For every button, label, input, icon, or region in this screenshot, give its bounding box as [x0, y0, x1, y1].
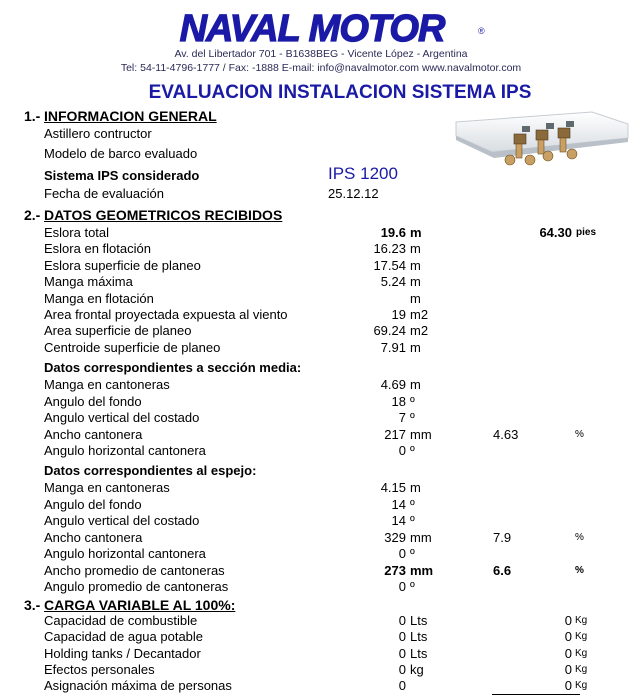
- row-value: 217: [384, 426, 406, 442]
- row-extra-value: 64.30: [539, 225, 572, 240]
- row-unit: º: [410, 496, 415, 512]
- row-unit: º: [410, 393, 415, 409]
- row-value: 69.24: [373, 323, 406, 339]
- load-unit: Lts: [410, 613, 428, 628]
- row-extra-unit: pies: [576, 227, 597, 238]
- document-title: EVALUACION INSTALACION SISTEMA IPS: [148, 82, 532, 103]
- load-unit: Lts: [410, 645, 428, 661]
- logo-wordmark: NAVAL MOTOR: [179, 8, 445, 48]
- row-unit: º: [410, 546, 415, 561]
- naval-motor-logo: [152, 8, 472, 48]
- row-percent-unit: %: [575, 531, 584, 543]
- row-unit: mm: [410, 529, 432, 545]
- load-kg-value: 0: [564, 661, 572, 677]
- section1-number: 1.-: [24, 108, 41, 124]
- row-value: 16.23: [373, 241, 406, 257]
- row-percent-unit: %: [575, 428, 584, 440]
- row-value: 0: [398, 579, 406, 594]
- espejo-heading: Datos correspondientes al espejo:: [44, 463, 257, 478]
- row-label: Manga en cantoneras: [44, 480, 170, 495]
- row-label: Area superficie de planeo: [44, 323, 192, 339]
- registered-mark: ®: [478, 26, 485, 36]
- row-unit: mm: [410, 562, 434, 578]
- row-value: 19: [391, 307, 406, 322]
- row-percent-value: 7.9: [493, 529, 512, 545]
- load-value: 0: [398, 645, 406, 661]
- row-percent-value: 4.63: [493, 426, 519, 442]
- sistema-value: IPS 1200: [328, 164, 398, 183]
- load-kg-unit: Kg: [575, 680, 588, 692]
- row-label: Angulo promedio de cantoneras: [44, 579, 229, 594]
- load-label: Efectos personales: [44, 661, 155, 677]
- load-kg-unit: Kg: [575, 615, 588, 626]
- modelo-label: Modelo de barco evaluado: [44, 146, 198, 161]
- load-label: Asignación máxima de personas: [44, 678, 232, 694]
- logo-graphic: [152, 8, 472, 48]
- row-label: Angulo horizontal cantonera: [44, 546, 206, 561]
- row-unit: mm: [410, 426, 432, 442]
- row-label: Area frontal proyectada expuesta al viento: [44, 307, 288, 322]
- total-underline: [492, 694, 580, 695]
- row-unit: m: [410, 241, 421, 257]
- load-kg-value: 0: [564, 629, 572, 645]
- row-value: 329: [384, 529, 406, 545]
- astillero-label: Astillero contructor: [44, 126, 152, 141]
- row-unit: m2: [410, 307, 429, 322]
- company-address: Av. del Libertador 701 - B1638BEG - Vicente López - Argentina: [174, 48, 468, 60]
- row-value: 0: [398, 443, 406, 458]
- load-label: Capacidad de combustible: [44, 613, 198, 628]
- load-label: Capacidad de agua potable: [44, 629, 204, 645]
- load-kg-value: 0: [564, 613, 572, 628]
- row-unit: m: [410, 480, 421, 495]
- row-label: Eslora superficie de planeo: [44, 257, 201, 273]
- section3-number: 3.-: [24, 597, 41, 613]
- load-kg-unit: Kg: [575, 647, 588, 659]
- row-unit: º: [410, 443, 415, 458]
- sistema-label: Sistema IPS considerado: [44, 168, 200, 183]
- load-value: 0: [398, 661, 406, 677]
- row-value: 18: [391, 393, 406, 409]
- load-kg-unit: Kg: [575, 631, 588, 643]
- row-unit: m2: [410, 323, 429, 339]
- row-value: 4.15: [380, 480, 406, 495]
- row-label: Ancho cantonera: [44, 529, 143, 545]
- row-unit: º: [410, 410, 415, 425]
- row-label: Manga en cantoneras: [44, 377, 170, 392]
- row-label: Manga en flotación: [44, 290, 154, 306]
- row-label: Angulo del fondo: [44, 496, 142, 512]
- row-value: 7.91: [380, 339, 406, 355]
- row-label: Eslora en flotación: [44, 241, 151, 257]
- row-label: Ancho promedio de cantoneras: [44, 562, 225, 578]
- row-value: 17.54: [373, 257, 406, 273]
- row-percent-unit: %: [575, 564, 584, 576]
- load-kg-unit: Kg: [575, 663, 588, 675]
- row-value: 14: [391, 513, 406, 528]
- row-label: Angulo vertical del costado: [44, 410, 200, 425]
- row-unit: º: [410, 579, 415, 594]
- media-heading: Datos correspondientes a sección media:: [44, 360, 302, 375]
- row-label: Eslora total: [44, 225, 110, 240]
- company-contact: Tel: 54-11-4796-1777 / Fax: -1888 E-mail: info@navalmotor.com www.navalmotor.com: [120, 62, 522, 74]
- section3-title: CARGA VARIABLE AL 100%:: [44, 597, 236, 613]
- load-label: Holding tanks / Decantador: [44, 645, 201, 661]
- section2-number: 2.-: [24, 207, 41, 223]
- row-value: 5.24: [380, 274, 406, 290]
- row-unit: m: [410, 225, 422, 240]
- row-label: Centroide superficie de planeo: [44, 339, 221, 355]
- row-label: Manga máxima: [44, 274, 133, 290]
- row-unit: º: [410, 513, 415, 528]
- row-label: Angulo del fondo: [44, 393, 142, 409]
- row-unit: m: [410, 257, 421, 273]
- load-value: 0: [398, 613, 406, 628]
- load-unit: kg: [410, 661, 424, 677]
- row-label: Angulo horizontal cantonera: [44, 443, 206, 458]
- section1-title: INFORMACION GENERAL: [44, 108, 217, 124]
- load-value: 0: [398, 678, 406, 694]
- row-value: 4.69: [380, 377, 406, 392]
- ips-engine-pod-icon: [452, 108, 630, 180]
- row-value: 0: [398, 546, 406, 561]
- load-kg-value: 0: [564, 678, 572, 694]
- load-value: 0: [398, 629, 406, 645]
- section2-title: DATOS GEOMETRICOS RECIBIDOS: [44, 207, 283, 223]
- row-unit: m: [410, 339, 421, 355]
- row-label: Ancho cantonera: [44, 426, 143, 442]
- row-unit: m: [410, 274, 421, 290]
- load-kg-value: 0: [564, 645, 572, 661]
- row-value: 19.6: [380, 225, 406, 240]
- row-value: 273: [384, 562, 406, 578]
- fecha-label: Fecha de evaluación: [44, 186, 164, 201]
- row-unit: m: [410, 290, 421, 306]
- row-value: 7: [398, 410, 406, 425]
- fecha-value: 25.12.12: [328, 186, 379, 201]
- load-unit: Lts: [410, 629, 428, 645]
- row-unit: m: [410, 377, 421, 392]
- row-label: Angulo vertical del costado: [44, 513, 200, 528]
- row-percent-value: 6.6: [493, 562, 512, 578]
- row-value: 14: [391, 496, 406, 512]
